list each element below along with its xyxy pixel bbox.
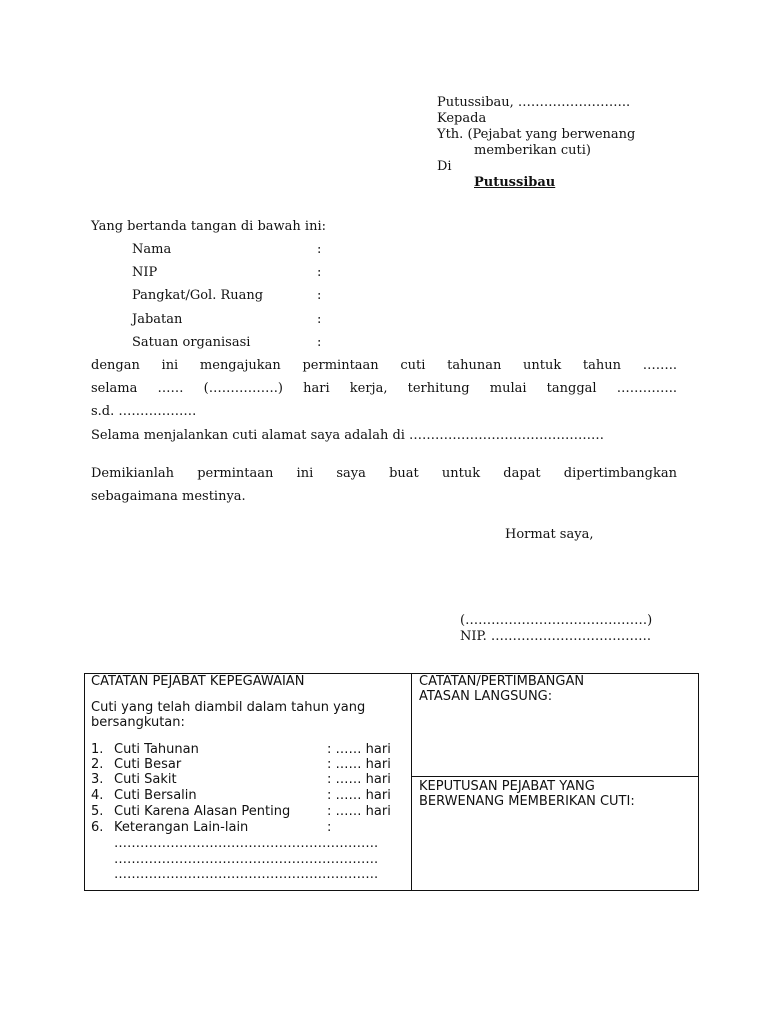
closing-line-2: sebagaimana mestinya. <box>91 489 246 504</box>
leave-item-value: : …… hari <box>327 804 391 819</box>
notes-dotted-line: ……………………………………………………. <box>114 852 379 867</box>
leave-item-num: 3. <box>91 772 104 787</box>
hormat-saya: Hormat saya, <box>505 527 594 542</box>
di-label: Di <box>437 159 452 174</box>
table-horizontal-divider <box>411 776 699 777</box>
left-cell-desc-2: bersangkutan: <box>91 715 185 730</box>
field-colon: : <box>317 312 322 327</box>
leave-item-label: Cuti Besar <box>114 757 182 772</box>
body-line-3: s.d. ……………… <box>91 404 197 419</box>
field-label-nama: Nama <box>132 242 172 257</box>
signature-name-blank: (……………………………………) <box>460 613 653 628</box>
leave-item-value: : …… hari <box>327 772 391 787</box>
field-label-jabatan: Jabatan <box>132 312 183 327</box>
field-colon: : <box>317 242 322 257</box>
leave-item-label: Cuti Tahunan <box>114 742 199 757</box>
leave-item-value: : <box>327 820 332 835</box>
field-label-satuan: Satuan organisasi <box>132 335 251 350</box>
leave-item-num: 6. <box>91 820 104 835</box>
body-line-1: dengan ini mengajukan permintaan cuti tahunan untuk tahun …….. <box>91 358 677 373</box>
closing-line-1: Demikianlah permintaan ini saya buat untuk dapat dipertimbangkan <box>91 466 677 481</box>
right-bottom-title-2: BERWENANG MEMBERIKAN CUTI: <box>419 794 635 809</box>
right-top-title-1: CATATAN/PERTIMBANGAN <box>419 674 585 689</box>
leave-item-label: Cuti Karena Alasan Penting <box>114 804 291 819</box>
leave-item-label: Cuti Bersalin <box>114 788 197 803</box>
right-bottom-title-1: KEPUTUSAN PEJABAT YANG <box>419 779 595 794</box>
leave-item-value: : …… hari <box>327 742 391 757</box>
left-cell-desc-1: Cuti yang telah diambil dalam tahun yang <box>91 700 366 715</box>
left-cell-title: CATATAN PEJABAT KEPEGAWAIAN <box>91 674 305 689</box>
leave-item-num: 2. <box>91 757 104 772</box>
leave-item-num: 4. <box>91 788 104 803</box>
field-colon: : <box>317 335 322 350</box>
field-label-nip: NIP <box>132 265 158 280</box>
leave-item-num: 5. <box>91 804 104 819</box>
place-date: Putussibau, …………………….. <box>437 95 631 110</box>
city-name: Putussibau <box>474 175 556 190</box>
field-colon: : <box>317 265 322 280</box>
intro-text: Yang bertanda tangan di bawah ini: <box>91 219 326 234</box>
yth-line-2: memberikan cuti) <box>474 143 591 158</box>
table-vertical-divider <box>411 673 412 891</box>
kepada-label: Kepada <box>437 111 487 126</box>
notes-dotted-line: ……………………………………………………. <box>114 836 379 851</box>
leave-item-label: Keterangan Lain-lain <box>114 820 249 835</box>
signature-nip: NIP. ………………………………. <box>460 629 652 644</box>
field-colon: : <box>317 288 322 303</box>
leave-item-num: 1. <box>91 742 104 757</box>
address-line: Selama menjalankan cuti alamat saya adalah di ……………………………………… <box>91 428 605 443</box>
leave-item-value: : …… hari <box>327 757 391 772</box>
right-top-title-2: ATASAN LANGSUNG: <box>419 689 553 704</box>
leave-item-label: Cuti Sakit <box>114 772 177 787</box>
field-label-pangkat: Pangkat/Gol. Ruang <box>132 288 264 303</box>
leave-item-value: : …… hari <box>327 788 391 803</box>
yth-line-1: Yth. (Pejabat yang berwenang <box>437 127 636 142</box>
notes-dotted-line: ……………………………………………………. <box>114 867 379 882</box>
body-line-2: selama …… (…………….) hari kerja, terhitung mulai tanggal ………….. <box>91 381 677 396</box>
